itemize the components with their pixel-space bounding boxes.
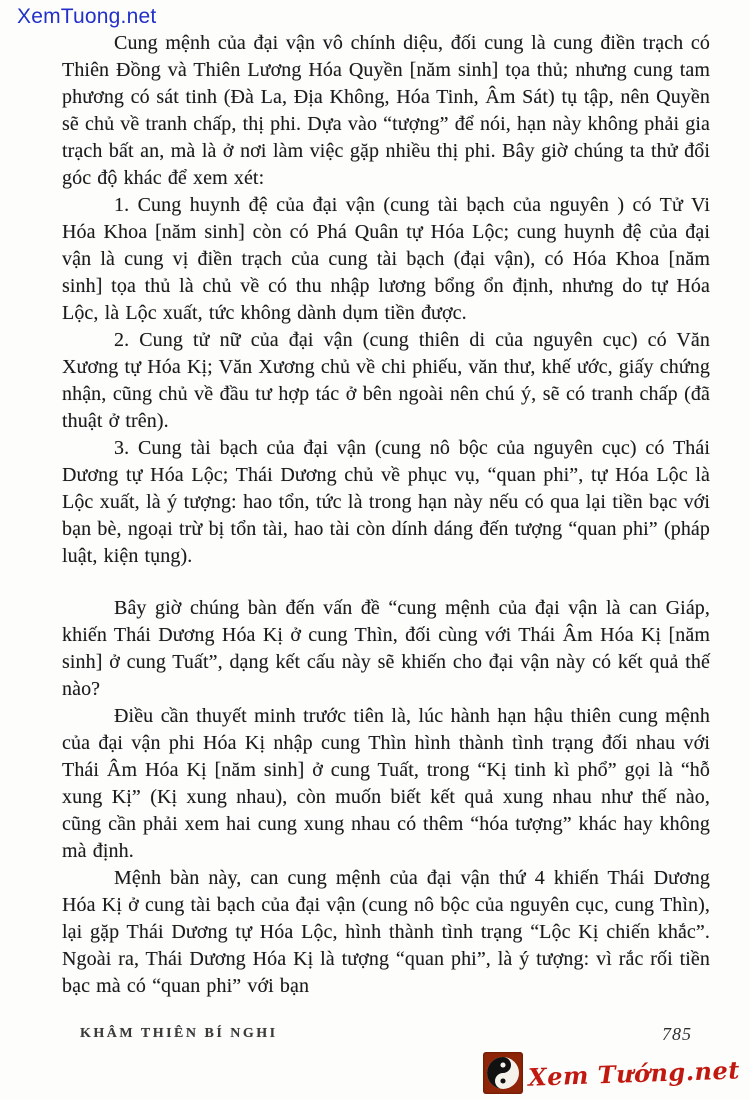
paragraph-intro: Cung mệnh của đại vận vô chính diệu, đối cung là cung điền trạch có Thiên Đồng và Thiên Lương Hóa Quyền [năm sinh] tọa thủ; nhưng cung tam phương có sát tinh (Đà La, Địa Không, Hóa Tinh, Âm Sát) tụ tập, nên Quyền sẽ chủ về tranh chấp, thị phi. Dựa vào “tượng” để nói, hạn này không phải gia trạch bất an, mà là ở nơi làm việc gặp nhiều thị phi. Bây giờ chúng ta thử đổi góc độ khác để xem xét: [62,32,710,189]
site-watermark-top: XemTuong.net [17,5,157,28]
paragraph-question: Bây giờ chúng bàn đến vấn đề “cung mệnh của đại vận là can Giáp, khiến Thái Dương Hóa Kị ở cung Thìn, đối cùng với Thái Âm Hóa Kị [năm sinh] ở cung Tuất”, dạng kết cấu này sẽ khiến cho đại vận này có kết quả thế nào? [62,597,710,700]
paragraph-explain: Điều cần thuyết minh trước tiên là, lúc hành hạn hậu thiên cung mệnh của đại vận phi Hóa Kị nhập cung Thìn hình thành tình trạng đối nhau với Thái Âm Hóa Kị [năm sinh] ở cung Tuất, trong “Kị tinh kì phổ” gọi là “hỗ xung Kị” (Kị xung nhau), còn muốn biết kết quả xung nhau như thế nào, cũng cần phải xem hai cung xung nhau có thêm “hóa tượng” khác hay không mà định. [62,705,710,862]
paragraph-item-3: 3. Cung tài bạch của đại vận (cung nô bộc của nguyên cục) có Thái Dương tự Hóa Lộc; Thái Dương chủ về phục vụ, “quan phi”, tự Hóa Lộc là Lộc xuất, là ý tượng: hao tổn, tức là trong hạn này nếu có qua lại tiền bạc với bạn bè, ngoại trừ bị tổn tài, hao tài còn dính dáng đến tượng “quan phi” (pháp luật, kiện tụng). [62,437,710,567]
paragraph-item-2: 2. Cung tử nữ của đại vận (cung thiên di của nguyên cục) có Văn Xương tự Hóa Kị; Văn Xương chủ về chi phiếu, văn thư, khế ước, giấy chứng nhận, cũng chủ về đầu tư hợp tác ở bên ngoài nên chú ý, sẽ có tranh chấp (đã thuật ở trên). [62,329,710,432]
page-number: 785 [662,1024,692,1044]
footer-book-title: KHÂM THIÊN BÍ NGHI [80,1026,278,1041]
yin-yang-icon [483,1052,523,1094]
page-body-text [62,30,710,1000]
site-logo-text: Xem Tướng.net [527,1054,741,1092]
paragraph-item-1: 1. Cung huynh đệ của đại vận (cung tài bạch của nguyên ) có Tử Vi Hóa Khoa [năm sinh] còn có Phá Quân tự Hóa Lộc; cung huynh đệ của đại vận là cung vị điền trạch của cung tài bạch (đại vận), có Hóa Khoa [năm sinh] tọa thủ là chủ về có thu nhập lương bổng ổn định, nhưng do tự Hóa Lộc, là Lộc xuất, tức không dành dụm tiền được. [62,194,710,324]
paragraph-menh-ban: Mệnh bàn này, can cung mệnh của đại vận thứ 4 khiến Thái Dương Hóa Kị ở cung tài bạch của đại vận (cung nô bộc của nguyên cục, cung Thìn), lại gặp Thái Dương tự Hóa Lộc, hình thành tình trạng “Lộc Kị chiến khắc”. Ngoài ra, Thái Dương Hóa Kị là tượng “quan phi”, là ý tượng: vì rắc rối tiền bạc mà có “quan phi” với bạn [62,867,710,997]
site-logo [483,1052,744,1094]
